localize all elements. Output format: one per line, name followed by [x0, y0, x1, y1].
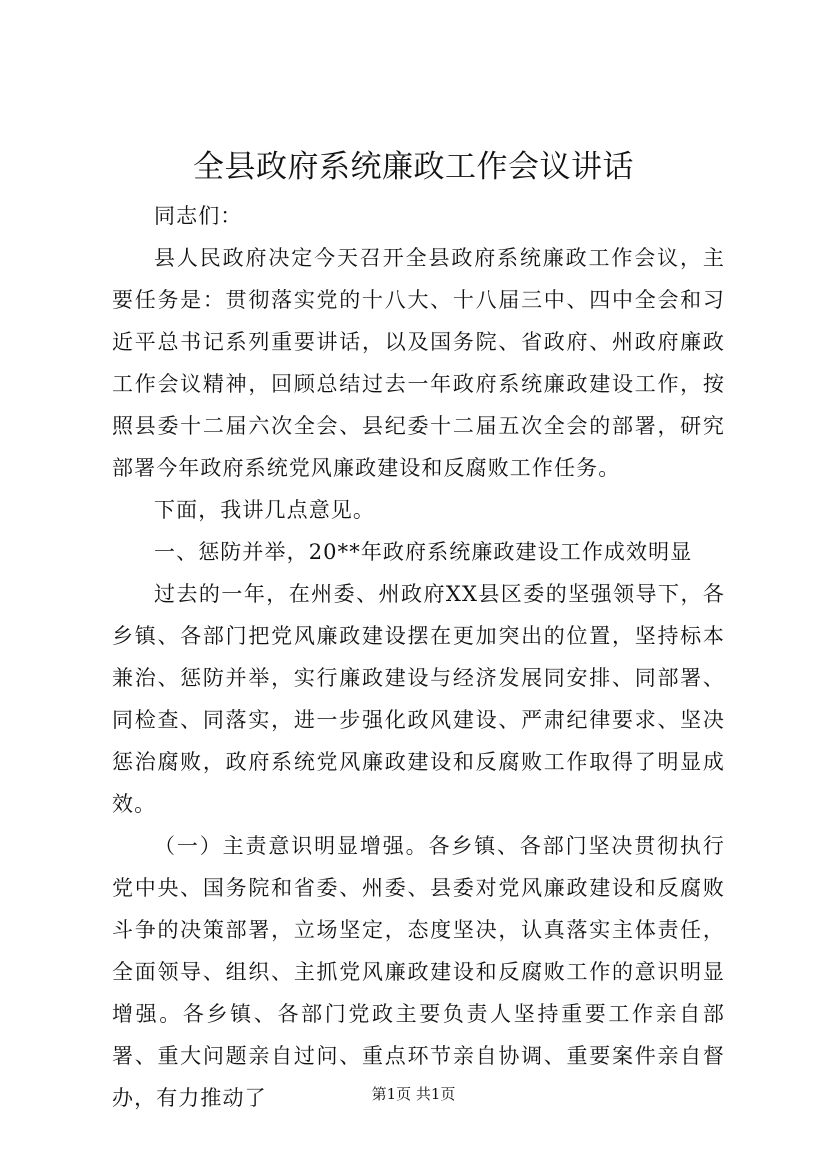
- paragraph-subsection-1: （一）主责意识明显增强。各乡镇、各部门坚决贯彻执行党中央、国务院和省委、州委、县委对党风廉政建设和反腐败斗争的决策部署，立场坚定，态度坚决，认真落实主体责任，全面领导、组织、主抓党风廉政建设和反腐败工作的意识明显增强。各乡镇、各部门党政主要负责人坚持重要工作亲自部署、重大问题亲自过问、重点环节亲自协调、重要案件亲自督办，有力推动了: [112, 834, 725, 1110]
- paragraph-intro: 县人民政府决定今天召开全县政府系统廉政工作会议，主要任务是：贯彻落实党的十八大、十八届三中、四中全会和习近平总书记系列重要讲话，以及国务院、省政府、州政府廉政工作会议精神，回顾总结过去一年政府系统廉政建设工作，按照县委十二届六次全会、县纪委十二届五次全会的部署，研究部署今年政府系统党风廉政建设和反腐败工作任务。: [112, 246, 725, 480]
- page-footer: 第1页 共1页: [371, 1085, 456, 1103]
- paragraph-review: 过去的一年，在州委、州政府XX县区委的坚强领导下，各乡镇、各部门把党风廉政建设摆在更加突出的位置，坚持标本兼治、惩防并举，实行廉政建设与经济发展同安排、同部署、同检查、同落实，进一步强化政风建设、严肃纪律要求、坚决惩治腐败，政府系统党风廉政建设和反腐败工作取得了明显成效。: [112, 582, 725, 816]
- paragraph-transition: 下面，我讲几点意见。: [154, 498, 375, 522]
- document-title: 全县政府系统廉政工作会议讲话: [193, 149, 634, 185]
- salutation: 同志们：: [154, 204, 243, 228]
- section-heading-1: 一、惩防并举，20**年政府系统廉政建设工作成效明显: [154, 540, 693, 564]
- document-body: [112, 195, 725, 1119]
